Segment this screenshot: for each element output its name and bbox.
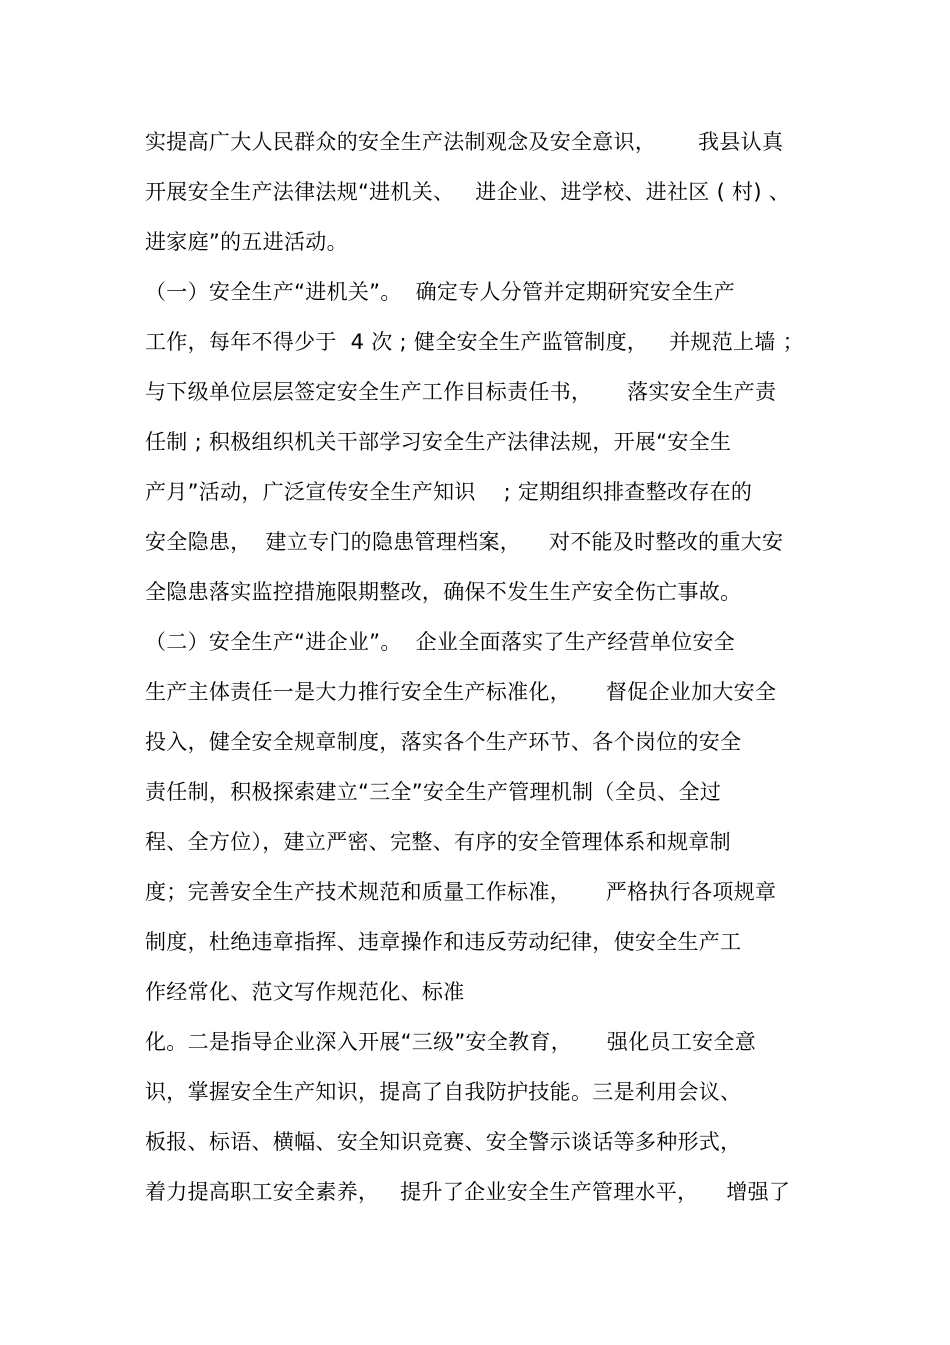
text-line: 产月”活动，广泛宣传安全生产知识 ; 定期组织排查整改存在的 [145, 480, 753, 504]
text-line: 作经常化、范文写作规范化、标准 [145, 980, 465, 1004]
text-line: 工作，每年不得少于 4 次 ; 健全安全生产监管制度， 并规范上墙 ； [145, 330, 804, 354]
text-line: 度；完善安全生产技术规范和质量工作标准， 严格执行各项规章 [145, 880, 777, 904]
text-line: 识，掌握安全生产知识，提高了自我防护技能。三是利用会议、 [145, 1080, 742, 1104]
text-line: 责任制，积极探索建立“三全”安全生产管理机制（全员、全过 [145, 780, 722, 804]
text-line: 进家庭”的五进活动。 [145, 230, 348, 254]
text-line: 任制 ; 积极组织机关干部学习安全生产法律法规，开展“安全生 [145, 430, 732, 454]
text-line: 板报、标语、横幅、安全知识竞赛、安全警示谈话等多种形式， [145, 1130, 742, 1154]
text-line: 全隐患落实监控措施限期整改，确保不发生生产安全伤亡事故。 [145, 580, 742, 604]
text-line: 程、全方位），建立严密、完整、有序的安全管理体系和规章制 [145, 830, 731, 854]
text-line: 安全隐患， 建立专门的隐患管理档案， 对不能及时整改的重大安 [145, 530, 784, 554]
text-line: 实提高广大人民群众的安全生产法制观念及安全意识， 我县认真 [145, 130, 784, 154]
text-line: （二）安全生产“进企业”。 企业全面落实了生产经营单位安全 [145, 630, 736, 654]
text-line: 着力提高职工安全素养， 提升了企业安全生产管理水平， 增强了 [145, 1180, 791, 1204]
text-line: （一）安全生产“进机关”。 确定专人分管并定期研究安全生产 [145, 280, 736, 304]
text-line: 化。二是指导企业深入开展“三级”安全教育， 强化员工安全意 [145, 1030, 757, 1054]
text-line: 制度，杜绝违章指挥、违章操作和违反劳动纪律，使安全生产工 [145, 930, 742, 954]
text-line: 开展安全生产法律法规“进机关、 进企业、进学校、进社区 ( 村) 、 [145, 180, 791, 204]
text-line: 投入，健全安全规章制度，落实各个生产环节、各个岗位的安全 [145, 730, 742, 754]
text-line: 与下级单位层层签定安全生产工作目标责任书， 落实安全生产责 [145, 380, 777, 404]
text-line: 生产主体责任一是大力推行安全生产标准化， 督促企业加大安全 [145, 680, 777, 704]
